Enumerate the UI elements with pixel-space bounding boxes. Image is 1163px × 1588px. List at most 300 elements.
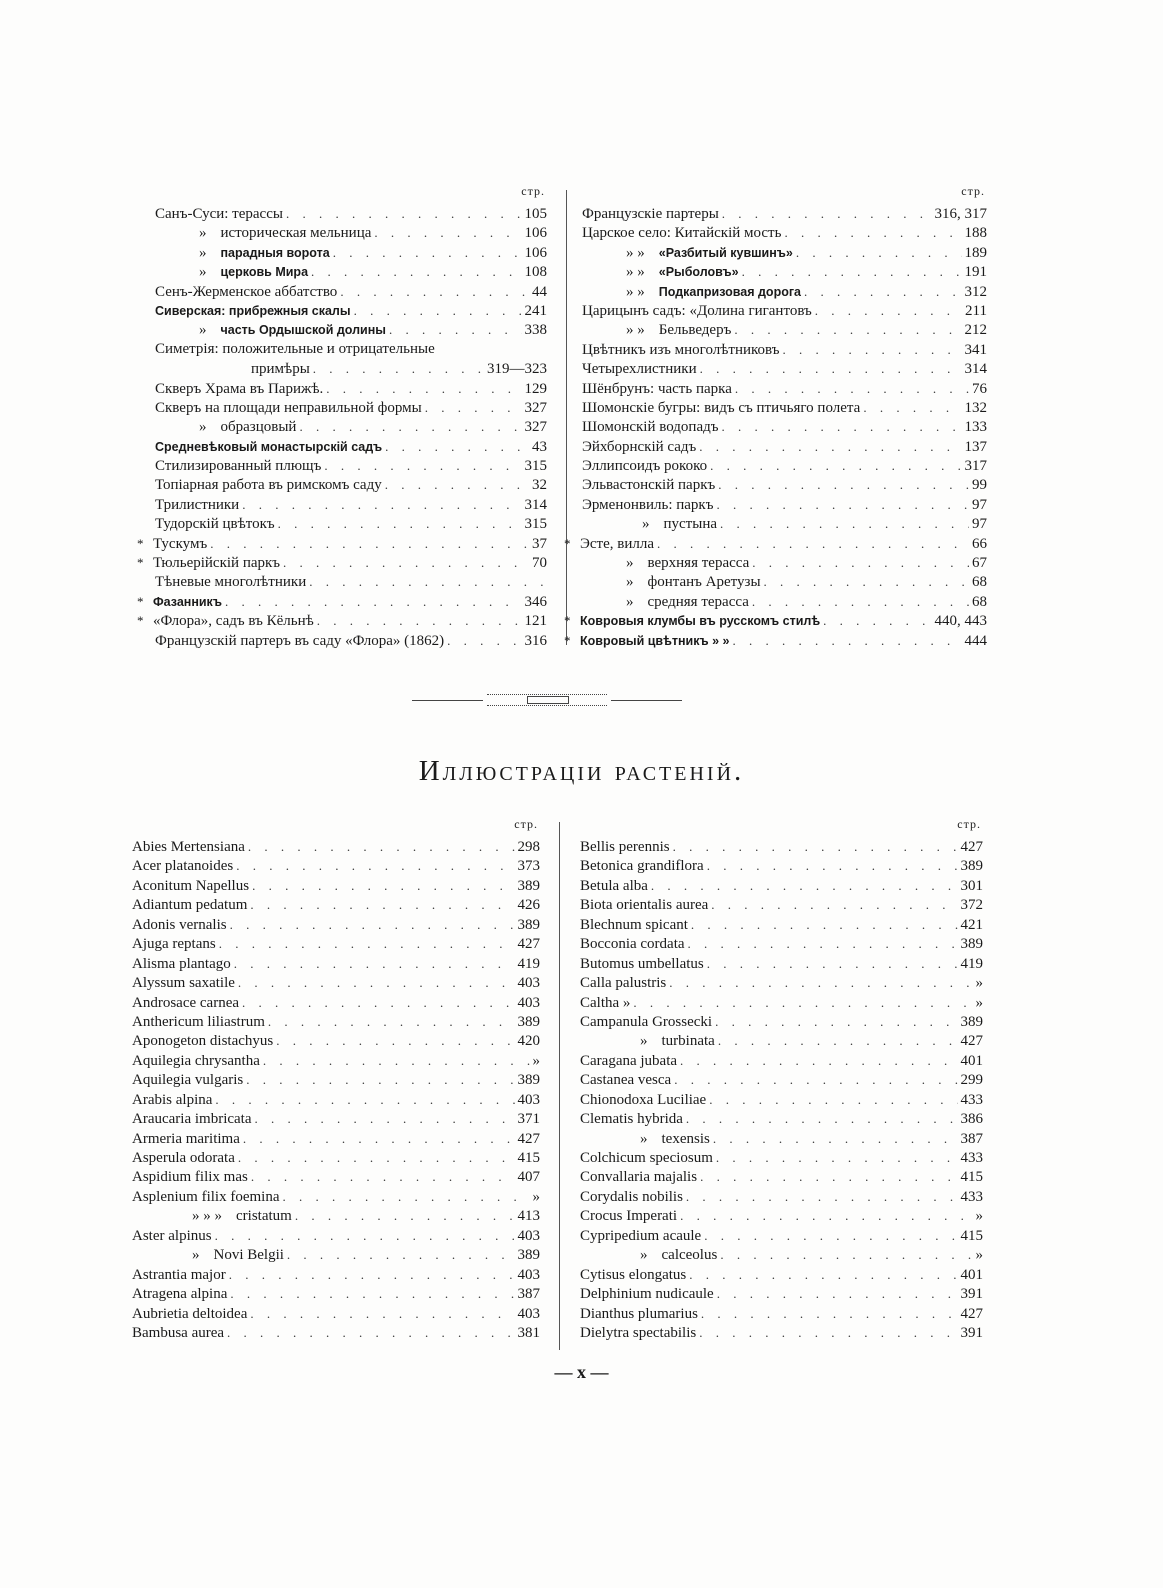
leader-dots xyxy=(796,243,962,262)
entry-title: Blechnum spicant xyxy=(580,916,688,933)
index-entry xyxy=(582,495,987,514)
leader-dots xyxy=(374,223,521,242)
page-ref: 389 xyxy=(517,1013,540,1030)
index-entry xyxy=(580,1226,983,1245)
leader-dots xyxy=(282,1187,529,1206)
leader-dots xyxy=(715,1012,957,1031)
entry-title: Chionodoxa Luciliae xyxy=(580,1091,707,1108)
page-ref: 427 xyxy=(517,936,540,953)
leader-dots xyxy=(210,534,529,553)
entry-title: Aquilegia vulgaris xyxy=(132,1072,244,1089)
page-ref: 66 xyxy=(972,535,987,552)
leader-dots xyxy=(804,282,962,301)
page-ref: 391 xyxy=(960,1286,983,1303)
plants-left-column xyxy=(132,817,540,1342)
entry-title: Сенъ-Жерменское аббатство xyxy=(155,283,338,300)
page-ref: 315 xyxy=(524,458,547,475)
index-entry xyxy=(582,204,987,223)
leader-dots xyxy=(229,1265,515,1284)
leader-dots xyxy=(278,514,522,533)
ditto-mark: » xyxy=(199,322,207,339)
entry-title: Colchicum speciosum xyxy=(580,1150,713,1166)
page-ref: 386 xyxy=(960,1111,983,1128)
index-entry xyxy=(580,973,983,992)
page-ref: 419 xyxy=(517,955,540,972)
leader-dots xyxy=(752,553,969,572)
leader-dots xyxy=(732,631,961,650)
page-ref: 189 xyxy=(964,244,987,261)
index-entry xyxy=(580,895,983,914)
index-entry xyxy=(580,1031,983,1050)
leader-dots xyxy=(317,611,522,630)
index-entry xyxy=(582,282,987,301)
page-ref: 338 xyxy=(524,322,547,339)
entry-title: Asplenium filix foemina xyxy=(132,1188,280,1205)
page-ref: 389 xyxy=(517,916,540,933)
leader-dots xyxy=(268,1012,515,1031)
entry-title: Ковровый цвѣтникъ » » xyxy=(580,633,730,648)
page-ref: 381 xyxy=(517,1324,540,1341)
entry-title: Dianthus plumarius xyxy=(580,1305,698,1322)
asterisk-marker: * xyxy=(564,613,571,629)
page-ref: 433 xyxy=(960,1188,983,1205)
index-entry xyxy=(155,340,547,359)
ditto-mark: » xyxy=(642,516,650,533)
index-entry xyxy=(132,954,540,973)
index-entry xyxy=(132,1187,540,1206)
ditto-mark: » » » xyxy=(192,1208,222,1225)
entry-title: Araucaria imbricata xyxy=(132,1111,252,1128)
entry-title: историческая мельница xyxy=(220,225,372,242)
page-ref: 108 xyxy=(524,264,547,281)
index-entry xyxy=(155,223,547,242)
ditto-mark: » » xyxy=(626,322,645,339)
page-ref: 314 xyxy=(964,361,987,378)
entry-title: Armeria maritima xyxy=(132,1130,240,1147)
leader-dots xyxy=(863,398,961,417)
index-entry xyxy=(582,553,987,572)
page-ref: 421 xyxy=(960,916,983,933)
index-entry xyxy=(580,856,983,875)
asterisk-marker: * xyxy=(137,593,144,609)
leader-dots xyxy=(720,514,969,533)
index-entry xyxy=(580,1187,983,1206)
leader-dots xyxy=(313,359,484,378)
index-entry xyxy=(564,611,987,630)
leader-dots xyxy=(718,475,969,494)
page-ref: 315 xyxy=(524,516,547,533)
entry-title: средняя терасса xyxy=(647,593,749,610)
entry-title: Aster alpinus xyxy=(132,1227,212,1244)
entry-title: Шёнбрунъ: часть парка xyxy=(582,380,732,397)
entry-title: Подкапризовая дорога xyxy=(658,284,801,299)
entry-title: Alisma plantago xyxy=(132,955,231,972)
leader-dots xyxy=(238,1148,515,1167)
index-entry xyxy=(155,631,547,650)
leader-dots xyxy=(230,1284,514,1303)
leader-dots xyxy=(215,1226,515,1245)
entry-title: Crocus Imperati xyxy=(580,1208,678,1225)
index-entry xyxy=(132,1304,540,1323)
leader-dots xyxy=(734,320,961,339)
entry-title: Bambusa aurea xyxy=(132,1324,225,1341)
index-entry xyxy=(132,934,540,953)
page-ref: 372 xyxy=(960,897,983,914)
index-entry xyxy=(132,1070,540,1089)
leader-dots xyxy=(251,1167,515,1186)
page-ref: 32 xyxy=(532,477,547,494)
page-ref: 106 xyxy=(524,225,547,242)
index-entry xyxy=(580,1148,983,1167)
entry-title: turbinata xyxy=(661,1033,715,1050)
entry-title: Arabis alpina xyxy=(132,1091,213,1108)
leader-dots xyxy=(699,1323,957,1342)
index-entry xyxy=(132,1031,540,1050)
index-entry xyxy=(132,1167,540,1186)
page-ref: 327 xyxy=(524,399,547,416)
index-entry xyxy=(137,534,547,553)
page-ref: 401 xyxy=(960,1052,983,1069)
leader-dots xyxy=(309,572,544,591)
page-ref: 76 xyxy=(972,380,987,397)
page-column-header: стр. xyxy=(961,184,985,198)
entry-title: Средневѣковый монастырскій садъ xyxy=(155,439,383,454)
ditto-mark: » xyxy=(640,1033,648,1050)
page-column-header: стр. xyxy=(521,184,545,198)
index-entry xyxy=(155,417,547,436)
page-ref: 241 xyxy=(524,302,547,319)
page-ref: 403 xyxy=(517,1227,540,1244)
leader-dots xyxy=(704,1226,957,1245)
page-number: — x — xyxy=(554,1362,609,1382)
ditto-mark: » xyxy=(640,1247,648,1264)
page-ref: 427 xyxy=(517,1130,540,1147)
entry-title: Эллипсоидъ рококо xyxy=(582,458,708,475)
entry-title: Butomus umbellatus xyxy=(580,955,704,972)
page-ref: » xyxy=(975,975,983,992)
index-entry xyxy=(155,282,547,301)
index-entry xyxy=(582,359,987,378)
entry-title: cristatum xyxy=(236,1208,292,1225)
page-ref: 389 xyxy=(517,1072,540,1089)
leader-dots xyxy=(248,837,515,856)
index-entry xyxy=(132,1323,540,1342)
page-ref: 407 xyxy=(517,1169,540,1186)
index-entry xyxy=(155,475,547,494)
entry-title: Царское село: Китайскій мость xyxy=(582,225,782,242)
entry-title: Caltha » xyxy=(580,994,631,1011)
leader-dots xyxy=(783,340,962,359)
leader-dots xyxy=(674,1070,957,1089)
page-ref: 403 xyxy=(517,975,540,992)
leader-dots xyxy=(713,1129,958,1148)
entry-title: Ajuga reptans xyxy=(132,936,216,953)
plants-right-column xyxy=(580,817,983,1342)
ditto-mark: » xyxy=(199,225,207,242)
index-entry xyxy=(582,475,987,494)
leader-dots xyxy=(425,398,522,417)
leader-dots xyxy=(238,973,515,992)
leader-dots xyxy=(711,895,957,914)
leader-dots xyxy=(286,204,522,223)
entry-title: Convallaria majalis xyxy=(580,1169,698,1186)
index-entry xyxy=(132,1206,540,1225)
entry-title: Corydalis nobilis xyxy=(580,1188,683,1205)
leader-dots xyxy=(242,495,521,514)
entry-title: Санъ-Суси: терассы xyxy=(155,206,283,222)
index-entry xyxy=(582,301,987,320)
entry-title: Castanea vesca xyxy=(580,1072,672,1089)
page-ref: 427 xyxy=(960,839,983,855)
page-ref: 191 xyxy=(964,264,987,281)
page-ref: 389 xyxy=(960,858,983,875)
page-ref: 413 xyxy=(517,1208,540,1225)
leader-dots xyxy=(243,1129,515,1148)
leader-dots xyxy=(717,1284,958,1303)
entry-title: Adiantum pedatum xyxy=(132,897,248,914)
entry-title: часть Ордышской долины xyxy=(220,323,386,338)
index-entry xyxy=(132,876,540,895)
index-entry xyxy=(580,1245,983,1264)
index-entry xyxy=(132,915,540,934)
page-ref: 301 xyxy=(960,877,983,894)
entry-title: Acer platanoides xyxy=(132,858,234,875)
page-ref: 68 xyxy=(972,574,987,591)
page-ref: 298 xyxy=(517,839,540,855)
entry-title: Ковровыя клумбы въ русскомъ стилѣ xyxy=(580,614,821,629)
index-entry xyxy=(580,1109,983,1128)
entry-title: Calla palustris xyxy=(580,975,667,992)
index-entry xyxy=(155,320,547,339)
entry-title: Aconitum Napellus xyxy=(132,877,250,894)
leader-dots xyxy=(311,262,521,281)
leader-dots xyxy=(215,1090,514,1109)
leader-dots xyxy=(236,856,514,875)
page-column-header: стр. xyxy=(514,817,538,831)
leader-dots xyxy=(287,1245,515,1264)
leader-dots xyxy=(764,572,969,591)
plants-list xyxy=(132,837,540,1342)
leader-dots xyxy=(689,1265,957,1284)
index-entry xyxy=(155,359,547,378)
index-entry xyxy=(580,1284,983,1303)
page-ref: » xyxy=(532,1052,540,1069)
leader-dots xyxy=(735,379,969,398)
leader-dots xyxy=(246,1070,514,1089)
ditto-mark: » xyxy=(626,593,634,610)
leader-dots xyxy=(385,437,529,456)
page-ref: 389 xyxy=(960,1013,983,1030)
page-ref: 97 xyxy=(972,516,987,533)
entry-title: Astrantia major xyxy=(132,1266,226,1283)
index-entry xyxy=(137,553,547,572)
entry-title: Cypripedium acaule xyxy=(580,1227,702,1244)
index-entry xyxy=(582,437,987,456)
index-entry xyxy=(132,1109,540,1128)
index-entry xyxy=(132,1226,540,1245)
index-entry xyxy=(580,1070,983,1089)
entry-title: Шомонскій водопадъ xyxy=(582,419,719,436)
page-ref: 70 xyxy=(532,555,547,572)
page-ref: 314 xyxy=(524,496,547,513)
leader-dots xyxy=(680,1051,957,1070)
entry-title: Стилизированный плющъ xyxy=(155,458,322,475)
page-ref: 444 xyxy=(964,632,987,649)
ditto-mark: » xyxy=(626,555,634,572)
page-ref: 391 xyxy=(960,1324,983,1341)
page-ref: 299 xyxy=(960,1072,983,1089)
page-ref: 316, 317 xyxy=(934,206,987,222)
page-column-header: стр. xyxy=(957,817,981,831)
index-entry xyxy=(580,954,983,973)
entry-title: Симетрія: положительные и отрицательные xyxy=(155,340,435,357)
leader-dots xyxy=(276,1031,514,1050)
page-ref: » xyxy=(532,1188,540,1205)
index-entry xyxy=(580,915,983,934)
index-entry xyxy=(582,398,987,417)
index-entry xyxy=(155,456,547,475)
ditto-mark: » xyxy=(192,1247,200,1264)
page-ref: 387 xyxy=(517,1286,540,1303)
asterisk-marker: * xyxy=(137,535,144,551)
index-entry xyxy=(580,1051,983,1070)
page-ref: 99 xyxy=(972,477,987,494)
page-ref: 389 xyxy=(960,936,983,953)
ditto-mark: » xyxy=(199,244,207,261)
page-ref: 106 xyxy=(524,244,547,261)
leader-dots xyxy=(340,282,529,301)
page-ref: 37 xyxy=(532,535,547,552)
entry-title: Alyssum saxatile xyxy=(132,975,235,992)
index-entry xyxy=(582,340,987,359)
page-ref: 105 xyxy=(524,206,547,222)
index-entry xyxy=(582,572,987,591)
page-ref: 341 xyxy=(964,341,987,358)
leader-dots xyxy=(700,1167,957,1186)
index-entry xyxy=(155,437,547,456)
column-divider xyxy=(566,190,567,645)
page-ref: » xyxy=(975,1247,983,1264)
asterisk-marker: * xyxy=(137,555,144,571)
page-ref: 403 xyxy=(517,1091,540,1108)
entry-title: Biota orientalis aurea xyxy=(580,897,709,914)
leader-dots xyxy=(718,1031,958,1050)
index-entry xyxy=(582,320,987,339)
entry-title: «Флора», садъ въ Кёльнѣ xyxy=(153,613,314,630)
entry-title: примѣры xyxy=(251,361,310,378)
entry-title: Цвѣтникъ изъ многолѣтниковъ xyxy=(582,341,780,358)
entry-title: Aspidium filix mas xyxy=(132,1169,248,1186)
index-entry xyxy=(564,631,987,650)
page-ref: 415 xyxy=(960,1169,983,1186)
entry-title: парадныя ворота xyxy=(220,245,330,260)
page-ref: 327 xyxy=(524,419,547,436)
section-title: Иллюстраціи растеній. xyxy=(418,755,745,787)
entry-title: Aquilegia chrysantha xyxy=(132,1052,260,1069)
page-ref: 419 xyxy=(960,955,983,972)
entry-title: верхняя терасса xyxy=(647,555,750,572)
page-ref: 137 xyxy=(964,438,987,455)
index-entry xyxy=(132,1148,540,1167)
index-entry xyxy=(580,1323,983,1342)
entry-title: Betula alba xyxy=(580,877,648,894)
leader-dots xyxy=(700,359,962,378)
entry-title: Abies Mertensiana xyxy=(132,839,245,855)
page-ref: » xyxy=(975,1208,983,1225)
index-entry xyxy=(132,1265,540,1284)
index-entry xyxy=(132,1012,540,1031)
entry-title: Топіарная работа въ римскомъ саду xyxy=(155,477,382,494)
leader-dots xyxy=(225,592,522,611)
entry-title: calceolus xyxy=(661,1247,718,1264)
entry-title: Четырехлистники xyxy=(582,361,697,378)
index-entry xyxy=(132,1245,540,1264)
index-entry xyxy=(580,1304,983,1323)
index-entry xyxy=(582,592,987,611)
index-entry xyxy=(580,1265,983,1284)
entry-title: Novi Belgii xyxy=(213,1247,284,1264)
entry-title: Бельведеръ xyxy=(658,322,732,339)
page-ref: 433 xyxy=(960,1150,983,1166)
index-entry xyxy=(580,1090,983,1109)
entry-title: Царицынъ садъ: «Долина гигантовъ xyxy=(582,302,812,319)
page-ref: 43 xyxy=(532,438,547,455)
index-list xyxy=(564,204,987,650)
leader-dots xyxy=(784,223,961,242)
leader-dots xyxy=(333,243,522,262)
index-entry xyxy=(132,1090,540,1109)
leader-dots xyxy=(722,417,962,436)
leader-dots xyxy=(710,456,961,475)
page-ref: 211 xyxy=(965,302,987,319)
page-ref: 387 xyxy=(960,1130,983,1147)
leader-dots xyxy=(716,1148,958,1167)
leader-dots xyxy=(255,1109,515,1128)
entry-title: Anthericum liliastrum xyxy=(132,1013,265,1030)
entry-title: Aponogeton distachyus xyxy=(132,1033,274,1050)
index-entry xyxy=(155,398,547,417)
ditto-mark: » xyxy=(640,1130,648,1147)
ditto-mark: » » xyxy=(626,264,645,281)
entry-title: Bocconia cordata xyxy=(580,936,685,953)
page-ref: 415 xyxy=(960,1227,983,1244)
leader-dots xyxy=(299,417,521,436)
page-ref: » xyxy=(975,994,983,1011)
index-entry xyxy=(132,1284,540,1303)
index-entry xyxy=(582,417,987,436)
page-ref: 403 xyxy=(517,994,540,1011)
leader-dots xyxy=(707,954,958,973)
page-ref: 133 xyxy=(964,419,987,436)
index-entry xyxy=(137,611,547,630)
page-ref: 373 xyxy=(517,858,540,875)
page-ref: 426 xyxy=(517,897,540,914)
leader-dots xyxy=(447,631,521,650)
asterisk-marker: * xyxy=(137,613,144,629)
ditto-mark: » xyxy=(199,264,207,281)
leader-dots xyxy=(283,553,529,572)
leader-dots xyxy=(324,456,521,475)
entry-title: Эсте, вилла xyxy=(580,535,655,552)
page-ref: 420 xyxy=(517,1033,540,1050)
index-entry xyxy=(580,1167,983,1186)
entry-title: Тудорскій цвѣтокъ xyxy=(155,516,275,533)
leader-dots xyxy=(242,993,514,1012)
entry-title: Aubrietia deltoidea xyxy=(132,1305,248,1322)
leader-dots xyxy=(722,204,932,223)
index-entry xyxy=(580,876,983,895)
entry-title: образцовый xyxy=(220,419,297,436)
